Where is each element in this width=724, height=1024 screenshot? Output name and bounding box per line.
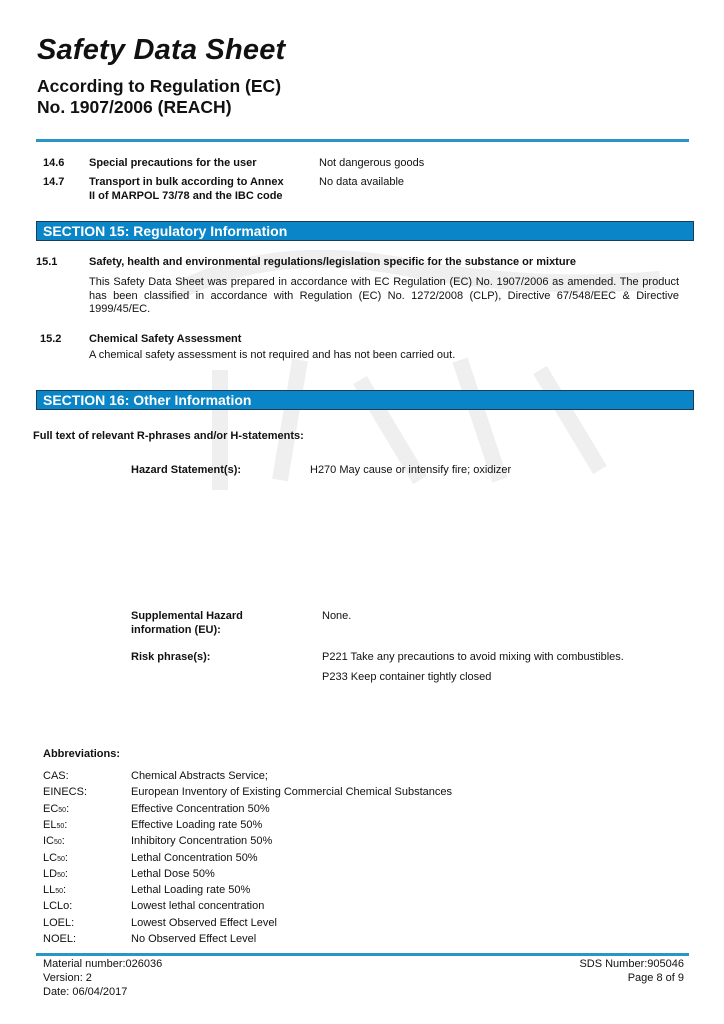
item-15-1-title: Safety, health and environmental regulations/legislation specific for the substance or mixture [89, 256, 576, 268]
section-15-header: SECTION 15: Regulatory Information [36, 221, 694, 241]
abbreviation-value: Lowest Observed Effect Level [131, 917, 277, 929]
abbreviation-value: Lethal Concentration 50% [131, 852, 258, 864]
supplemental-label-line-2: information (EU): [131, 624, 221, 636]
supplemental-hazard-value: None. [322, 610, 352, 622]
document-subtitle [37, 76, 281, 118]
supplemental-hazard-label [131, 609, 243, 637]
item-15-2-title: Chemical Safety Assessment [89, 333, 242, 345]
abbreviation-value: Effective Concentration 50% [131, 803, 270, 815]
risk-phrase-p221: P221 Take any precautions to avoid mixing with combustibles. [322, 651, 624, 663]
material-number: Material number:026036 [43, 958, 163, 970]
footer-rule [36, 953, 689, 956]
abbreviation-key-base: LD [43, 868, 58, 880]
footer-right [579, 957, 684, 985]
abbreviations-title: Abbreviations: [43, 748, 121, 760]
abbreviation-key-suffix: : [61, 835, 65, 847]
abbreviation-key-suffix: : [64, 868, 68, 880]
abbreviation-value: Inhibitory Concentration 50% [131, 835, 273, 847]
item-15-2-number: 15.2 [40, 333, 62, 345]
subtitle-line-1: According to Regulation (EC) [37, 76, 282, 96]
abbreviation-key: NOEL: [43, 933, 77, 945]
hazard-statement-value: H270 May cause or intensify fire; oxidizer [310, 464, 512, 476]
abbreviation-key-base: LC [43, 852, 58, 864]
item-14-7-number: 14.7 [43, 176, 65, 188]
item-14-6-value: Not dangerous goods [319, 157, 425, 169]
abbreviation-key: EINECS: [43, 786, 88, 798]
abbreviation-key-base: EC [43, 803, 59, 815]
page-number: Page 8 of 9 [627, 972, 684, 984]
abbreviation-value: Effective Loading rate 50% [131, 819, 263, 831]
abbreviation-key [43, 803, 69, 815]
item-15-1-text: This Safety Data Sheet was prepared in accordance with EC Regulation (EC) No. 1907/2006 as amended. The product has been classified in accordance with Regulation (EC) No. 1272/2008 (CLP), Directive 67/548/EEC & Directive 1999/45/EC. [89, 276, 679, 315]
item-14-6-number: 14.6 [43, 157, 65, 169]
abbreviation-value: European Inventory of Existing Commercial Chemical Substances [131, 786, 452, 798]
item-14-7-label-line-2: II of MARPOL 73/78 and the IBC code [89, 190, 283, 202]
hazard-statement-label: Hazard Statement(s): [131, 464, 242, 476]
abbreviation-key [43, 884, 66, 896]
abbreviation-key-subscript: 50 [56, 823, 65, 830]
supplemental-label-line-1: Supplemental Hazard [131, 610, 243, 622]
sds-number: SDS Number:905046 [579, 958, 684, 970]
section-16-header: SECTION 16: Other Information [36, 390, 694, 410]
abbreviation-key-suffix: : [63, 884, 67, 896]
abbreviation-key-subscript: 50 [55, 888, 64, 895]
abbreviation-key-base: IC [43, 835, 54, 847]
abbreviation-key [43, 852, 68, 864]
abbreviation-value: Lethal Dose 50% [131, 868, 215, 880]
abbreviation-key-suffix: : [64, 819, 68, 831]
abbreviation-key-base: LL [43, 884, 56, 896]
abbreviation-key: LOEL: [43, 917, 75, 929]
abbreviation-value: Lethal Loading rate 50% [131, 884, 251, 896]
date: Date: 06/04/2017 [43, 986, 128, 998]
abbreviation-key-subscript: 50 [58, 807, 67, 814]
abbreviation-key [43, 835, 65, 847]
subtitle-line-2: No. 1907/2006 (REACH) [37, 97, 232, 117]
abbreviation-value: Chemical Abstracts Service; [131, 770, 268, 782]
abbreviation-key [43, 868, 68, 880]
abbreviation-key: LCLo: [43, 900, 73, 912]
item-14-7-label-line-1: Transport in bulk according to Annex [89, 176, 284, 188]
risk-phrase-p233: P233 Keep container tightly closed [322, 671, 492, 683]
abbreviation-key-base: EL [43, 819, 57, 831]
abbreviation-key-subscript: 50 [57, 856, 65, 863]
risk-phrase-label: Risk phrase(s): [131, 651, 211, 663]
item-14-7-value: No data available [319, 176, 405, 188]
abbreviation-value: Lowest lethal concentration [131, 900, 265, 912]
abbreviation-key [43, 819, 67, 831]
abbreviation-key: CAS: [43, 770, 69, 782]
abbreviation-key-subscript: 50 [57, 872, 65, 879]
version: Version: 2 [43, 972, 92, 984]
footer-left [43, 957, 162, 999]
document-title: Safety Data Sheet [37, 34, 286, 66]
item-15-1-number: 15.1 [36, 256, 58, 268]
full-text-label: Full text of relevant R-phrases and/or H-statements: [33, 430, 304, 442]
header-rule [36, 139, 689, 142]
abbreviation-key-subscript: 50 [54, 839, 62, 846]
abbreviation-key-suffix: : [66, 803, 70, 815]
item-14-7-label [89, 175, 284, 203]
abbreviation-value: No Observed Effect Level [131, 933, 257, 945]
item-15-2-text: A chemical safety assessment is not required and has not been carried out. [89, 349, 456, 361]
item-14-6-label: Special precautions for the user [89, 157, 257, 169]
abbreviation-key-suffix: : [64, 852, 68, 864]
